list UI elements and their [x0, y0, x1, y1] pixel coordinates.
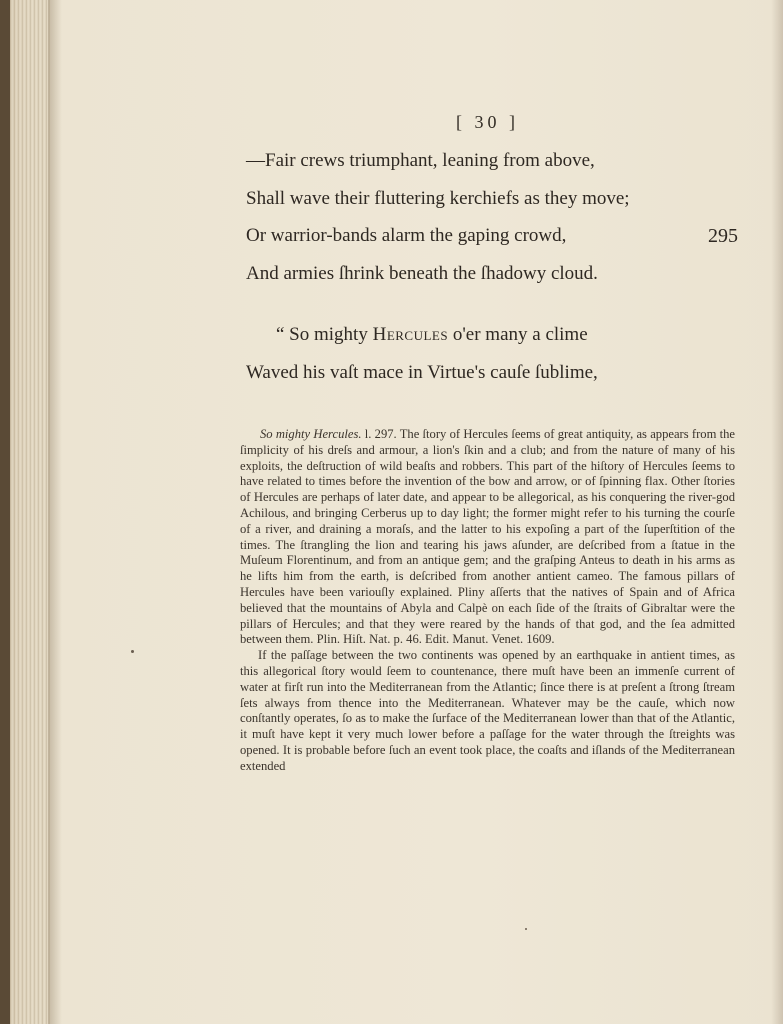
note-ref: l. 297. [361, 427, 397, 441]
paper-speck [525, 928, 527, 930]
verse-line: Or warrior-bands alarm the gaping crowd, 295 [246, 221, 746, 259]
paper-speck [131, 650, 134, 653]
verse-line: —Fair crews triumphant, leaning from above, [246, 150, 595, 171]
line-number: 295 [708, 225, 738, 247]
page-edges [10, 0, 50, 1024]
verse-line: And armies ſhrink beneath the ſhadowy cloud. [246, 262, 598, 284]
hercules-small-caps: Hercules [372, 324, 449, 345]
page-number: [ 30 ] [456, 112, 519, 132]
footnote-block [240, 427, 735, 775]
note-lemma: So mighty Hercules. [260, 427, 362, 441]
note-paragraph: So mighty Hercules. l. 297. The ſtory of Hercules ſeems of great antiquity, as appears from the ſimplicity of his dreſs and armour, a lion's ſkin and a club; and from the nature of many of his exploits, the deſtruction of wild beaſts and robbers. This part of the hiſtory of Hercules ſeems to have related to times before the invention of the bow and arrow, or of ſpinning flax. Other ſtories of Hercules are perhaps of later date, and appear to be allegorical, as his conquering the river-god Achilous, and bringing Cerberus up to day light; the former might refer to his turning the courſe of a river, and draining a moraſs, and the latter to his expoſing a part of the ſuperſtition of the times. The ſtrangling the lion and tearing his jaws aſunder, are deſcribed from a ſtatue in the Muſeum Florentinum, and from an antique gem; and the graſping Anteus to death in his arms as he lifts him from the earth, is deſcribed from another antient cameo. The famous pillars of Hercules have been variouſly explained. Pliny aſſerts that the natives of Spain and of Africa believed that the mountains of Abyla and Calpè on each ſide of the ſtraits of Gibraltar were the pillars of Hercules; and that they were reared by the hands of that god, and the ſea admitted between them. Plin. Hiſt. Nat. p. 46. Edit. Manut. Venet. 1609. [240, 427, 736, 647]
verse-block [246, 146, 746, 395]
verse-line: “ So mighty Hercules o'er many a clime [276, 324, 588, 345]
verse-line: Shall wave their fluttering kerchiefs as they move; [246, 187, 630, 209]
book-page [10, 0, 783, 1024]
note-paragraph: If the paſſage between the two continents was opened by an earthquake in antient times, as this allegorical ſtory would ſeem to countenance, there muſt have been an immenſe current of water at firſt run into the Mediterranean from the Atlantic; ſince there is at preſent a ſtrong ſtream ſets always from thence into the Mediterranean. Whatever may be the cauſe, which now conſtantly operates, ſo as to make the ſurface of the Mediterranean lower than that of the Atlantic, it muſt have kept it very much lower before a paſſage for the water through the ſtreights was opened. It is probable before ſuch an event took place, the coaſts and iſlands of the Mediterranean extended [240, 648, 735, 773]
gutter-shadow [48, 0, 62, 1024]
right-edge-shadow [771, 0, 783, 1024]
verse-line: Waved his vaſt mace in Virtue's cauſe ſublime, [246, 361, 598, 383]
